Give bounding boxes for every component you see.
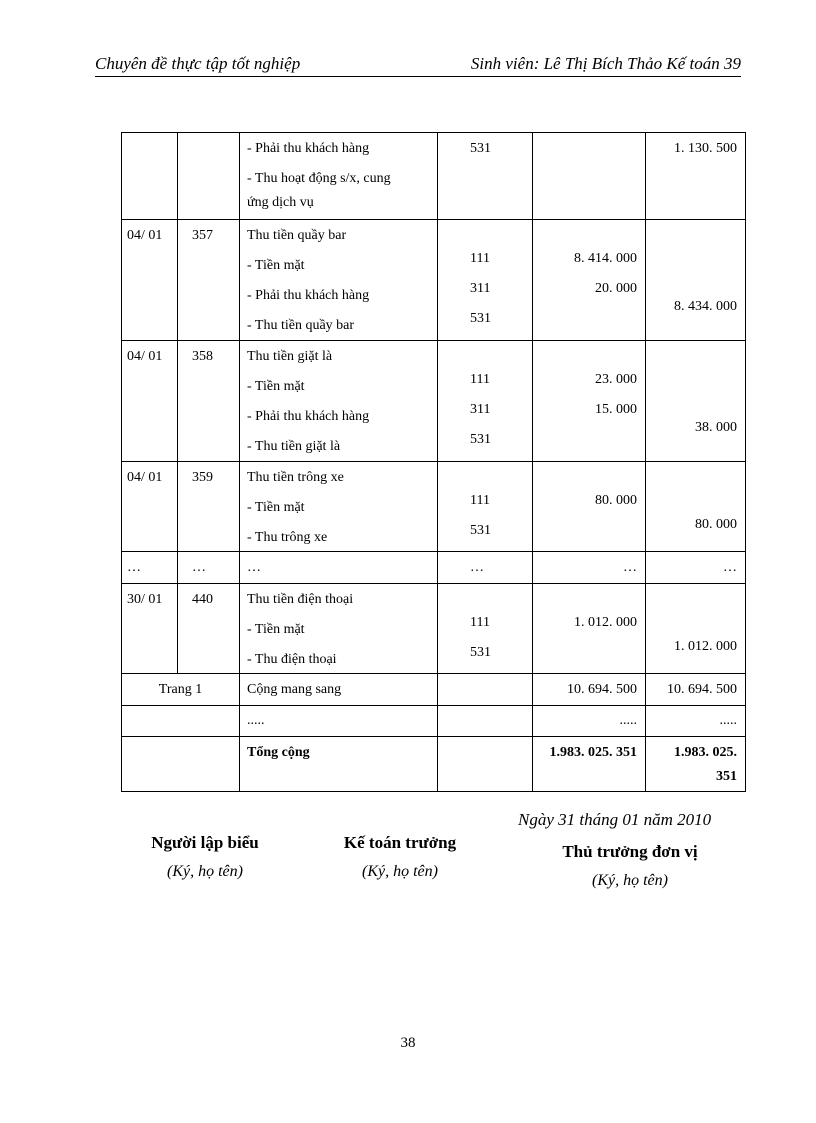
voucher-number: 357	[192, 228, 213, 243]
carry-forward-row	[122, 674, 746, 706]
desc-line: Thu tiền điện thoại	[247, 592, 354, 607]
total-label: Tổng cộng	[247, 745, 310, 760]
account-number: 111	[470, 251, 490, 266]
ellipsis: …	[723, 560, 737, 575]
carry-debit: 10. 694. 500	[567, 682, 637, 697]
debit-amount: 80. 000	[595, 493, 637, 508]
signature-chief-accountant	[325, 833, 475, 881]
desc-line: ứng dịch vụ	[247, 195, 314, 210]
table-row	[122, 462, 746, 552]
page-number: 38	[400, 1035, 416, 1051]
table-row	[122, 552, 746, 584]
carry-credit: 10. 694. 500	[667, 682, 737, 697]
account-number: 531	[470, 645, 491, 660]
page-header	[95, 52, 741, 77]
desc-line: - Phải thu khách hàng	[247, 141, 370, 156]
ellipsis: …	[192, 560, 206, 575]
table-row	[122, 133, 746, 220]
signature-sub: (Ký, họ tên)	[592, 872, 668, 889]
desc-line: - Phải thu khách hàng	[247, 288, 370, 303]
signature-sub: (Ký, họ tên)	[362, 863, 438, 880]
total-credit-cont: 351	[716, 769, 737, 784]
table-row	[122, 220, 746, 341]
credit-amount: 1. 130. 500	[674, 141, 737, 156]
desc-line: - Tiền mặt	[247, 379, 305, 394]
desc-line: - Tiền mặt	[247, 258, 305, 273]
carry-forward-label: Cộng mang sang	[247, 682, 342, 697]
desc-line: Thu tiền quầy bar	[247, 228, 347, 243]
signature-title: Người lập biểu	[151, 833, 259, 852]
table-row	[122, 706, 746, 737]
page-label: Trang 1	[158, 682, 203, 697]
ellipsis: …	[470, 560, 484, 575]
signature-sub: (Ký, họ tên)	[167, 863, 243, 880]
desc-line: - Tiền mặt	[247, 622, 305, 637]
ellipsis: …	[127, 560, 141, 575]
account-number: 531	[470, 432, 491, 447]
account-number: 111	[470, 493, 490, 508]
desc-line: Thu tiền trông xe	[247, 470, 344, 485]
credit-amount: 80. 000	[695, 517, 737, 532]
voucher-number: 440	[192, 592, 213, 607]
header-right: Sinh viên: Lê Thị Bích Thảo Kế toán 39	[470, 54, 741, 73]
debit-amount: 15. 000	[595, 402, 637, 417]
desc-line: - Thu tiền quầy bar	[247, 318, 355, 333]
desc-line: Thu tiền giặt là	[247, 349, 333, 364]
total-credit: 1.983. 025.	[674, 745, 737, 760]
ellipsis: …	[247, 560, 261, 575]
debit-amount: 1. 012. 000	[574, 615, 637, 630]
ledger-table	[121, 132, 746, 792]
signature-title: Kế toán trưởng	[343, 833, 457, 852]
debit-amount: 20. 000	[595, 281, 637, 296]
total-row	[122, 737, 746, 792]
desc-line: - Tiền mặt	[247, 500, 305, 515]
entry-date: 04/ 01	[127, 470, 163, 485]
credit-amount: 38. 000	[695, 420, 737, 435]
entry-date: 04/ 01	[127, 349, 163, 364]
ellipsis: .....	[619, 713, 637, 728]
voucher-number: 358	[192, 349, 213, 364]
table-row	[122, 341, 746, 462]
desc-line: - Phải thu khách hàng	[247, 409, 370, 424]
desc-line: - Thu điện thoại	[247, 652, 337, 667]
credit-amount: 1. 012. 000	[674, 639, 737, 654]
account-number: 311	[470, 402, 491, 417]
credit-amount: 8. 434. 000	[674, 299, 737, 314]
table-row	[122, 584, 746, 674]
account-number: 311	[470, 281, 491, 296]
signature-head-of-unit	[540, 842, 720, 890]
entry-date: 04/ 01	[127, 228, 163, 243]
ellipsis: .....	[247, 713, 265, 728]
desc-line: - Thu tiền giặt là	[247, 439, 341, 454]
account-number: 111	[470, 615, 490, 630]
header-left: Chuyên đề thực tập tốt nghiệp	[95, 54, 301, 73]
signature-title: Thủ trưởng đơn vị	[562, 842, 698, 861]
account-number: 531	[470, 311, 491, 326]
date-line: Ngày 31 tháng 01 năm 2010	[518, 810, 712, 829]
debit-amount: 23. 000	[595, 372, 637, 387]
entry-date: 30/ 01	[127, 592, 163, 607]
debit-amount: 8. 414. 000	[574, 251, 637, 266]
account-number: 111	[470, 372, 490, 387]
ellipsis: .....	[719, 713, 737, 728]
account-number: 531	[470, 141, 491, 156]
voucher-number: 359	[192, 470, 213, 485]
ellipsis: …	[623, 560, 637, 575]
account-number: 531	[470, 523, 491, 538]
total-debit: 1.983. 025. 351	[549, 745, 637, 760]
desc-line: - Thu trông xe	[247, 530, 328, 545]
signature-preparer	[130, 833, 280, 881]
desc-line: - Thu hoạt động s/x, cung	[247, 171, 391, 186]
